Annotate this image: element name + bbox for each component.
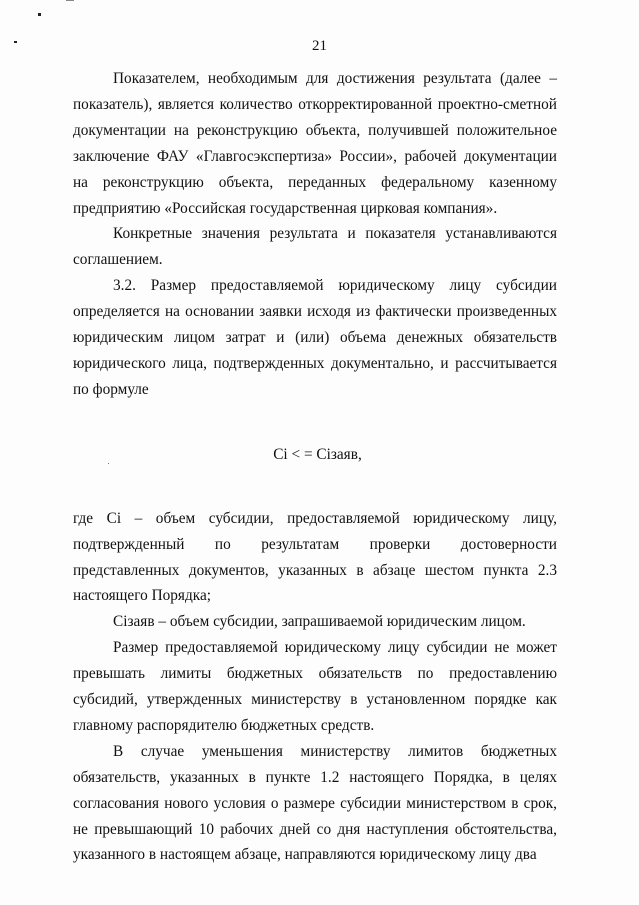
page-number: 21 <box>312 38 327 54</box>
paragraph-ci-definition: где Ci – объем субсидии, предоставляемой юридическому лицу, подтвержденный по результатам проверки достоверности представленных документов, указанных в абзаце шестом пункта 2.3 настоящего Порядка; <box>73 509 557 605</box>
paragraph-cizayav-definition: Ciзаяв – объем субсидии, запрашиваемой юридическим лицом. <box>113 613 526 631</box>
paragraph-specific-values: Конкретные значения результата и показателя устанавливаются соглашением. <box>73 225 557 269</box>
paragraph-subsidy-limit: Размер предоставляемой юридическому лицу субсидии не может превышать лимиты бюджетных обязательств по предоставлению субсидий, утвержденных министерству в установленном порядке как главному распорядителю бюджетных средств. <box>73 639 557 734</box>
paragraph-limit-reduction: В случае уменьшения министерству лимитов бюджетных обязательств, указанных в пункте 1.2 настоящего Порядка, в целях согласования нового условия о размере субсидии министерством в срок, не превышающий 10 рабочих дней со дня наступления обстоятельства, указанного в настоящем абзаце, направляются юридическому лицу два <box>73 742 557 864</box>
scan-speck <box>66 0 74 1</box>
document-body <box>73 66 557 868</box>
paragraph-3-2: 3.2. Размер предоставляемой юридическому лицу субсидии определяется на основании заявки исходя из фактически произведенных юридическим лицом затрат и (или) объема денежных обязательств юридического лица, подтвержденных документально, и рассчитывается по формуле <box>73 277 557 398</box>
scan-speck <box>38 13 41 16</box>
formula: Ci < = Ciзаяв, <box>273 445 362 463</box>
paragraph-indicator-definition: Показателем, необходимым для достижения результата (далее – показатель), является количество откорректированной проектно-сметной документации на реконструкцию объекта, получившей положительное заключение ФАУ «Главгосэкспертиза» России», рабочей документации на реконструкцию объекта, переданных федеральному казенному предприятию «Российская государственная цирковая компания». <box>73 70 557 217</box>
